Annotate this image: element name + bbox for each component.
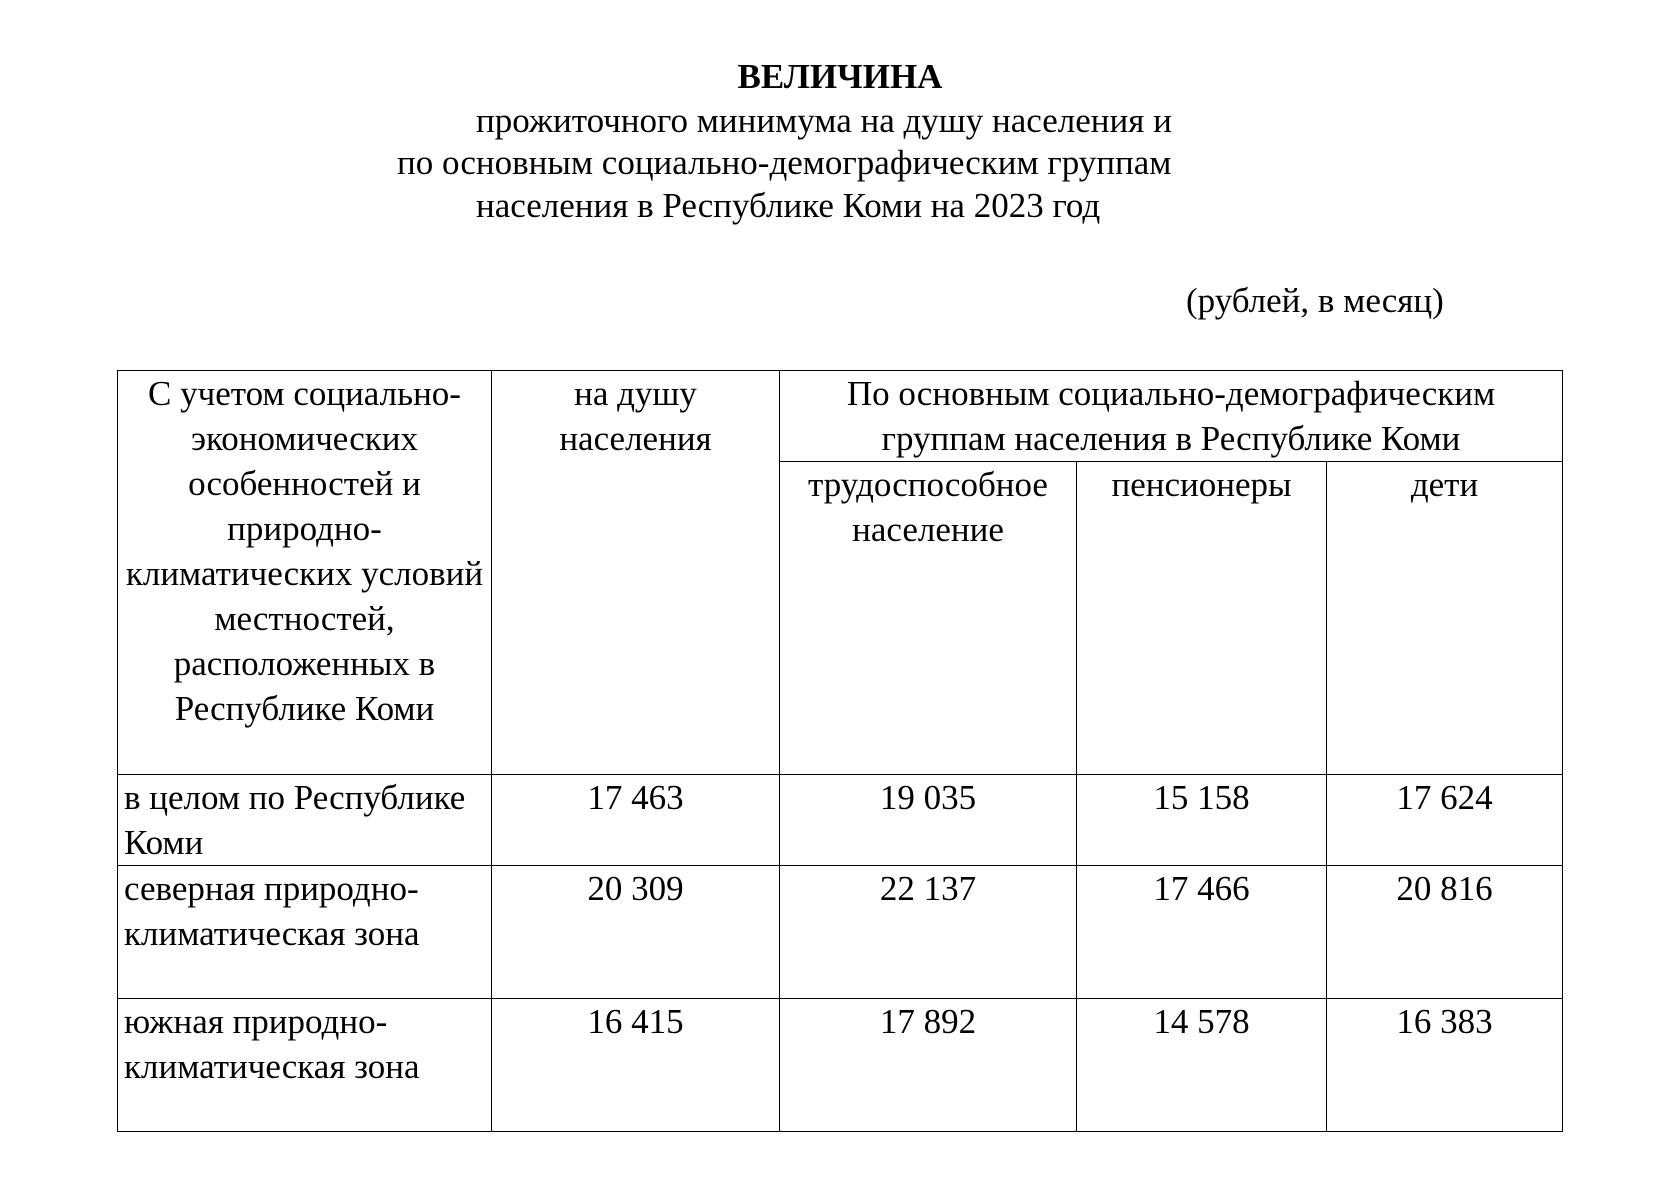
row-label-south-zone: южная природно-климатическая зона: [118, 999, 492, 1132]
document-title: ВЕЛИЧИНА: [737, 57, 943, 96]
subtitle-line-3: населения в Республике Коми на 2023 год: [476, 186, 1101, 225]
cell-children: 20 816: [1327, 866, 1563, 999]
row-label-republic: в целом по Республике Коми: [118, 775, 492, 866]
subtitle-line-1: прожиточного минимума на душу населения и: [476, 101, 1172, 140]
cell-children: 16 383: [1327, 999, 1563, 1132]
table-row: [118, 775, 1563, 866]
table-row: [118, 866, 1563, 999]
header-children: дети: [1327, 462, 1563, 775]
cell-working-age: 17 892: [780, 999, 1077, 1132]
subtitle-line-2: по основным социально-демографическим группам: [397, 143, 1172, 182]
cell-working-age: 22 137: [780, 866, 1077, 999]
cell-per-capita: 16 415: [492, 999, 780, 1132]
header-conditions: С учетом социально-экономических особенностей и природно-климатических условий местностей, расположенных в Республике Коми: [118, 371, 492, 775]
units-label: (рублей, в месяц): [1186, 281, 1444, 320]
cell-pensioners: 14 578: [1077, 999, 1327, 1132]
header-working-age: трудоспособное население: [780, 462, 1077, 775]
cell-per-capita: 17 463: [492, 775, 780, 866]
cell-pensioners: 17 466: [1077, 866, 1327, 999]
table-row: [118, 999, 1563, 1132]
header-social-groups: По основным социально-демографическим группам населения в Республике Коми: [780, 371, 1563, 462]
cell-per-capita: 20 309: [492, 866, 780, 999]
row-label-north-zone: северная природно-климатическая зона: [118, 866, 492, 999]
subsistence-minimum-table: [117, 370, 1563, 1132]
header-pensioners: пенсионеры: [1077, 462, 1327, 775]
header-per-capita: на душу населения: [492, 371, 780, 775]
cell-working-age: 19 035: [780, 775, 1077, 866]
cell-children: 17 624: [1327, 775, 1563, 866]
cell-pensioners: 15 158: [1077, 775, 1327, 866]
